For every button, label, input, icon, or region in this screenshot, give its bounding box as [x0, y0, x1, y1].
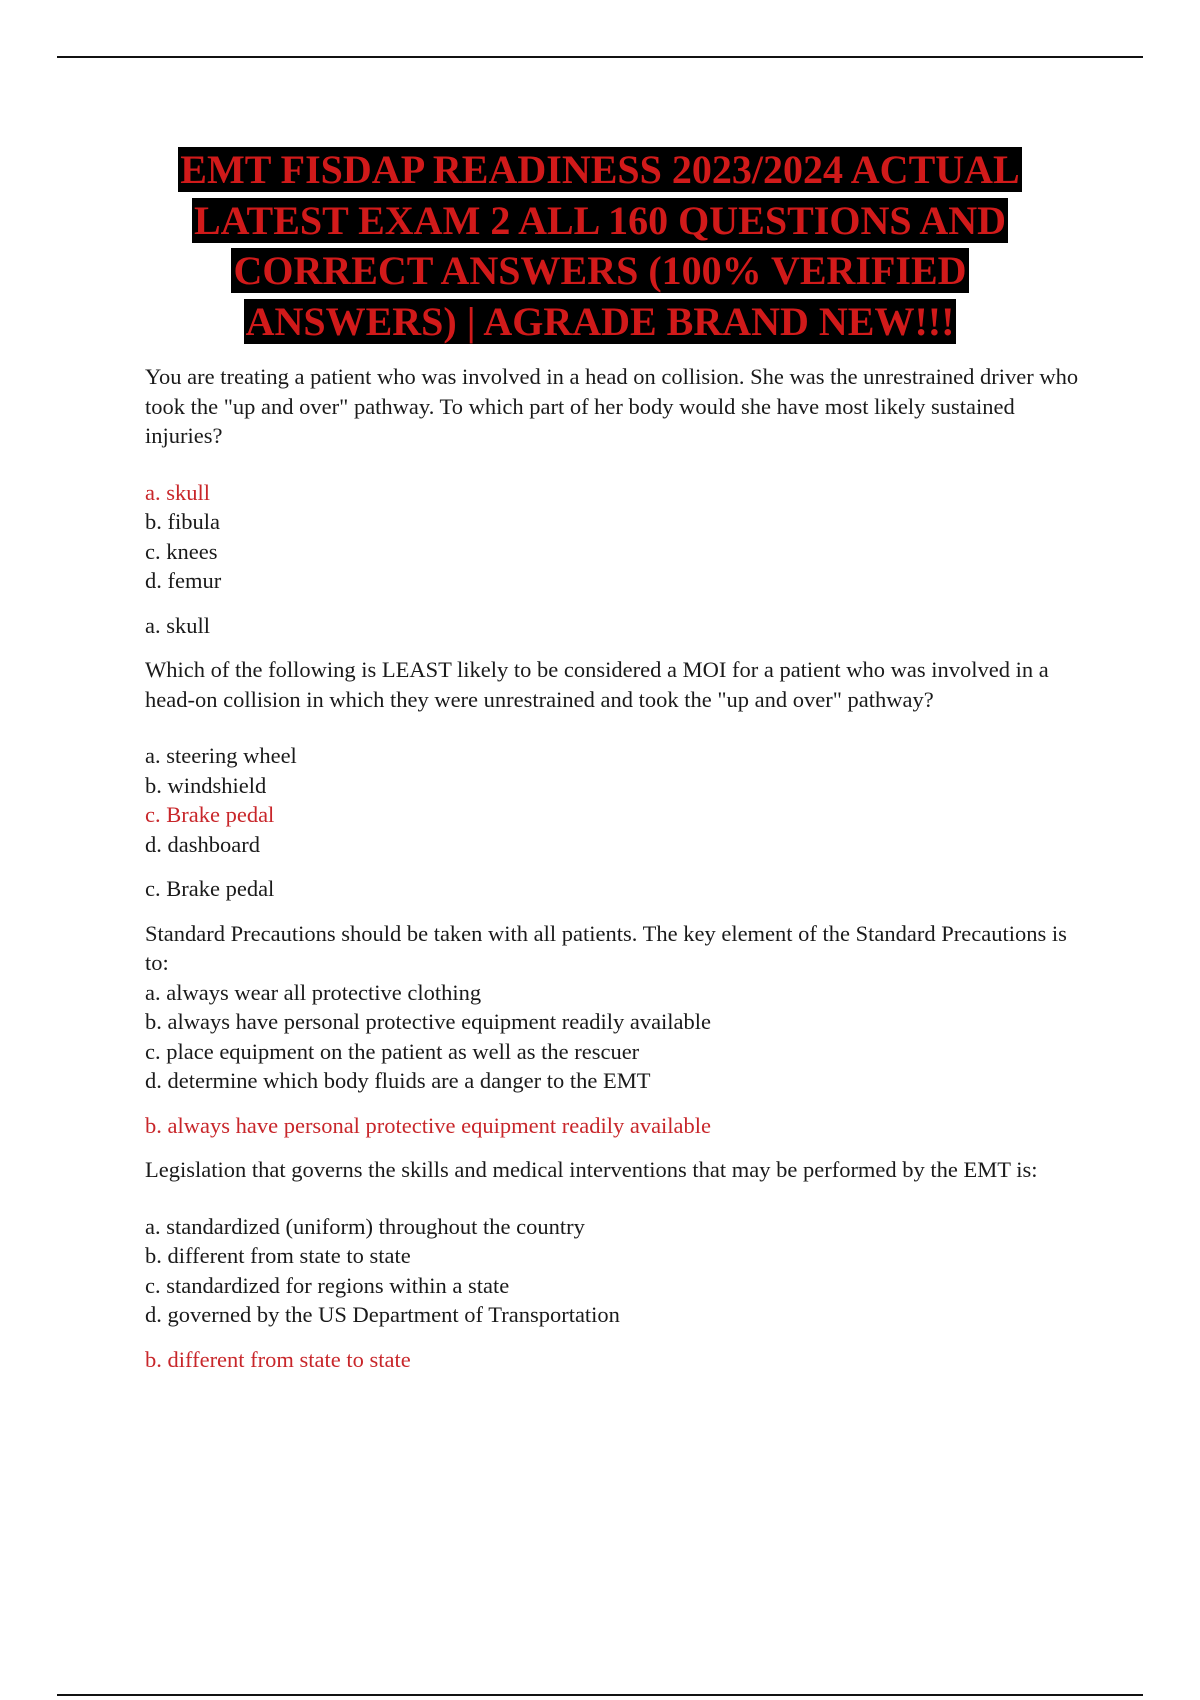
options-list	[145, 478, 1095, 596]
question-text: You are treating a patient who was involved in a head on collision. She was the unrestrained driver who took the "up and over" pathway. To which part of her body would she have most likely sustained injuries?	[145, 364, 1079, 448]
question-block	[145, 362, 1095, 640]
options-list	[145, 978, 1095, 1096]
option: d. dashboard	[145, 831, 260, 857]
bottom-rule	[57, 1694, 1143, 1696]
question-block	[145, 919, 1095, 1141]
question-block	[145, 655, 1095, 904]
option: d. femur	[145, 568, 222, 593]
document-title	[100, 145, 1100, 347]
option: b. always have personal protective equipment readily available	[145, 1009, 712, 1034]
options-list	[145, 741, 1095, 859]
question-text: Which of the following is LEAST likely to be considered a MOI for a patient who was involved in a head-on collision in which they were unrestrained and took the "up and over" pathway?	[145, 657, 1049, 712]
title-line: LATEST EXAM 2 ALL 160 QUESTIONS AND	[193, 197, 1007, 243]
question-list	[145, 362, 1095, 1374]
option: b. different from state to state	[145, 1243, 411, 1268]
question-text: Legislation that governs the skills and medical interventions that may be performed by the EMT is:	[145, 1157, 1038, 1182]
title-line: EMT FISDAP READINESS 2023/2024 ACTUAL	[180, 147, 1020, 192]
title-line: ANSWERS) | AGRADE BRAND NEW!!!	[245, 298, 955, 344]
option: a. steering wheel	[145, 743, 297, 768]
option: d. governed by the US Department of Transportation	[145, 1302, 620, 1327]
option: d. determine which body fluids are a danger to the EMT	[145, 1068, 651, 1093]
option: a. always wear all protective clothing	[145, 979, 482, 1005]
option: a. standardized (uniform) throughout the country	[145, 1213, 585, 1239]
top-rule	[57, 56, 1143, 58]
options-list	[145, 1212, 1095, 1330]
question-text: Standard Precautions should be taken with all patients. The key element of the Standard Precautions is to:	[145, 920, 1067, 975]
option: c. knees	[145, 538, 218, 564]
title-line: CORRECT ANSWERS (100% VERIFIED	[233, 248, 967, 293]
option-correct: a. skull	[145, 479, 210, 505]
option-correct: c. Brake pedal	[145, 802, 275, 827]
answer-text: a. skull	[145, 612, 210, 638]
question-block	[145, 1155, 1095, 1374]
option: b. windshield	[145, 772, 267, 798]
option: b. fibula	[145, 509, 220, 534]
answer-text: c. Brake pedal	[145, 876, 275, 901]
option: c. place equipment on the patient as well as the rescuer	[145, 1038, 640, 1064]
option: c. standardized for regions within a state	[145, 1272, 510, 1298]
answer-text: b. different from state to state	[145, 1346, 411, 1372]
answer-text: b. always have personal protective equipment readily available	[145, 1112, 712, 1138]
